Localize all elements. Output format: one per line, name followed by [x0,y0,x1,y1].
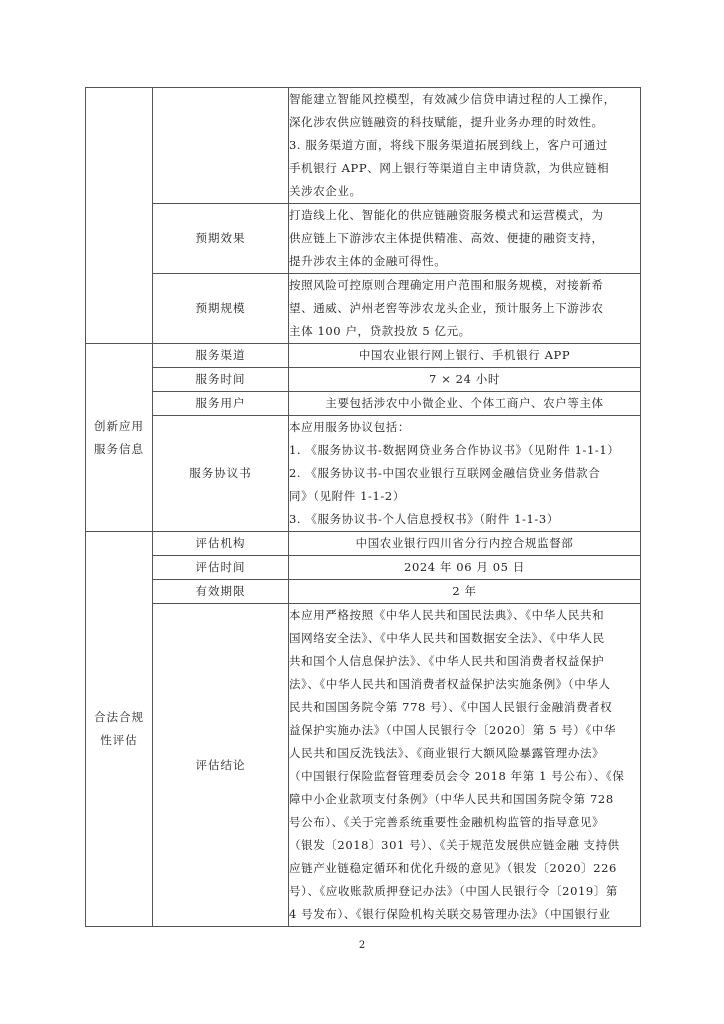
table-row [86,204,641,274]
document-table [85,87,641,927]
assessment-date-label: 评估时间 [153,556,289,580]
assessment-agency-value: 中国农业银行四川省分行内控合规监督部 [289,532,641,556]
service-time-value: 7 × 24 小时 [289,368,641,392]
table-row [86,274,641,344]
assessment-conclusion-label: 评估结论 [153,604,289,927]
page-number: 2 [358,940,366,951]
expected-scale-label: 预期规模 [153,274,289,344]
table-row [86,392,641,416]
service-channel-label: 服务渠道 [153,344,289,368]
expected-effect-text: 打造线上化、智能化的供应链融资服务模式和运营模式，为 供应链上下游涉农主体提供精准、高效、便捷的融资支持， 提升涉农主体的金融可得性。 [289,204,641,274]
service-channel-value: 中国农业银行网上银行、手机银行 APP [289,344,641,368]
table-row [86,368,641,392]
service-agreement-label: 服务协议书 [153,416,289,532]
table-row [86,532,641,556]
table-row [86,416,641,532]
project-section-cell [86,88,153,344]
table-row [86,580,641,604]
continuation-label-cell [153,88,289,204]
continuation-text: 智能建立智能风控模型，有效减少信贷申请过程的人工操作， 深化涉农供应链融资的科技赋能，提升业务办理的时效性。 3. 服务渠道方面，将线下服务渠道拓展到线上，客户可通过 手机银行 APP、网上银行等渠道自主申请贷款，为供应链相 关涉农企业。 [289,88,641,204]
compliance-section-title: 合法合规 性评估 [86,532,153,927]
assessment-date-value: 2024 年 06 月 05 日 [289,556,641,580]
service-agreement-text: 本应用服务协议包括： 1. 《服务协议书-数据网贷业务合作协议书》（见附件 1-1-1） 2. 《服务协议书-中国农业银行互联网金融信贷业务借款合 同》（见附件 1-1-2） 3. 《服务协议书-个人信息授权书》（附件 1-1-3） [289,416,641,532]
service-time-label: 服务时间 [153,368,289,392]
table-row [86,604,641,927]
service-users-value: 主要包括涉农中小微企业、个体工商户、农户等主体 [289,392,641,416]
assessment-conclusion-text: 本应用严格按照《中华人民共和国民法典》、《中华人民共和 国网络安全法》、《中华人民共和国数据安全法》、《中华人民 共和国个人信息保护法》、《中华人民共和国消费者权益保护 法》、《中华人民共和国消费者权益保护法实施条例》（中华人 民共和国国务院令第 778 号）、《中国人民银行金融消费者权 益保护实施办法》（中国人民银行令〔2020〕第 5 号）《中华 人民共和国反洗钱法》、《商业银行大额风险暴露管理办法》 （中国银行保险监督管理委员会令 2018 年第 1 号公布）、《保 障中小企业款项支付条例》（中华人民共和国国务院令第 728 号公布）、《关于完善系统重要性金融机构监管的指导意见》 （银发〔2018〕301 号）、《关于规范发展供应链金融 支持供 应链产业链稳定循环和优化升级的意见》（银发〔2020〕226 号）、《应收账款质押登记办法》（中国人民银行令〔2019〕第 4 号发布）、《银行保险机构关联交易管理办法》（中国银行业 [289,604,641,927]
validity-label: 有效期限 [153,580,289,604]
expected-scale-text: 按照风险可控原则合理确定用户范围和服务规模，对接新希 望、通威、泸州老窖等涉农龙头企业，预计服务上下游涉农 主体 100 户，贷款投放 5 亿元。 [289,274,641,344]
validity-value: 2 年 [289,580,641,604]
service-users-label: 服务用户 [153,392,289,416]
table-row [86,556,641,580]
assessment-agency-label: 评估机构 [153,532,289,556]
table-row [86,88,641,204]
innovation-info-section-title: 创新应用 服务信息 [86,344,153,532]
expected-effect-label: 预期效果 [153,204,289,274]
table-row [86,344,641,368]
